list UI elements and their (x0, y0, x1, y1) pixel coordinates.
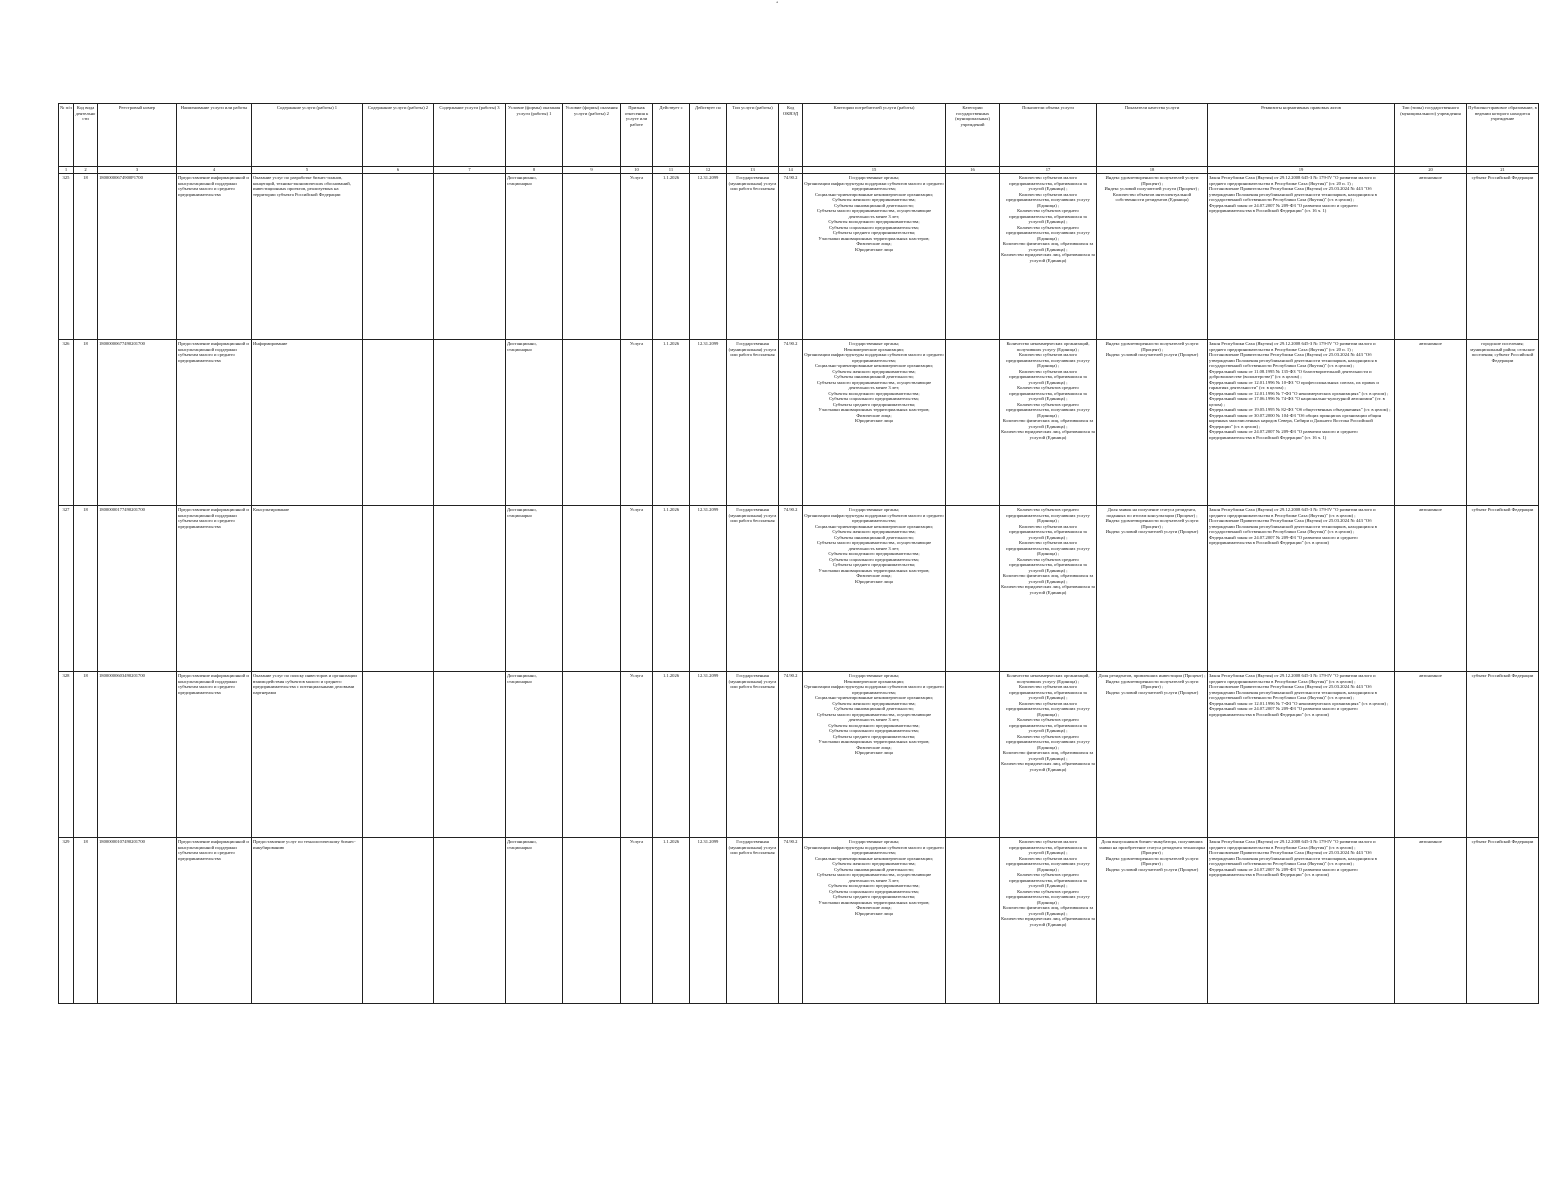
public-entity-cell: субъект Российской Федерации (1467, 506, 1539, 672)
column-header: Публично-правовое образование, в ведении которого находится учреждение (1467, 104, 1539, 167)
column-number: 14 (779, 167, 803, 174)
service-type-cell: Государственная (муниципальная) услуга или работа бесплатная (727, 838, 779, 1004)
activity-code-cell: 18 (74, 838, 98, 1004)
volume-indicators-cell: Количество некоммерческих организаций, получивших услугу (Единица) ; Количество субъектов малого предпринимательства, получивших услугу (Единица) ; Количество субъектов малого предпринимательства, обратившихся за услугой (Единица) ; Количество субъектов среднего предпринимательства, обратившихся за услугой (Единица) ; Количество субъектов среднего предпринимательства, получивших услугу (Единица) ; Количество физических лиц, обратившихся за услугой (Единица) ; Количество юридических лиц, обратившихся за услугой (Единица) (1000, 340, 1097, 506)
valid-to-cell: 12.31.2099 (690, 838, 727, 1004)
service-content-2-cell (363, 672, 434, 838)
row-number-cell: 327 (59, 506, 74, 672)
row-number-cell: 325 (59, 174, 74, 340)
registry-number-cell: 18000000107490201700 (98, 838, 177, 1004)
row-number-cell: 329 (59, 838, 74, 1004)
institution-type-cell: автономное (1395, 672, 1467, 838)
volume-indicators-cell: Количество субъектов малого предпринимательства, обратившихся за услугой (Единица) ; Количество субъектов малого предпринимательства, получивших услугу (Единица) ; Количество субъектов среднего предпринимательства, обратившихся за услугой (Единица) ; Количество субъектов среднего предпринимательства, получивших услугу (Единица) ; Количество физических лиц, обратившихся за услугой (Единица) ; Количество юридических лиц, обратившихся за услугой (Единица) (1000, 174, 1097, 340)
column-header: № п/п (59, 104, 74, 167)
registry-number-cell: 18000000677490201700 (98, 340, 177, 506)
column-number: 1 (59, 167, 74, 174)
column-number: 7 (434, 167, 506, 174)
consumer-categories-cell: Государственные органы; Некоммерческие организации; Организации инфраструктуры поддержки субъектов малого и среднего предпринимательства; Социально-ориентированные некоммерческие организации; Субъекты женского предпринимательства; Субъекты инновационной деятельности; Субъекты малого предпринимательства, осуществляющие деятельность менее 3 лет; Субъекты молодежного предпринимательства; Субъекты социального предпринимательства; Субъекты среднего предпринимательства; Участники инновационных территориальных кластеров; Физические лица; Юридические лица (803, 672, 946, 838)
service-content-1-cell: Оказание услуг по поиску инвесторов и организации взаимодействия субъектов малого и среднего предпринимательства с потенциальными деловыми партнерами (252, 672, 363, 838)
service-content-1-cell: Предоставление услуг по технологическому бизнес-инкубированию (252, 838, 363, 1004)
consumer-categories-cell: Государственные органы; Организации инфраструктуры поддержки субъектов малого и среднего предпринимательства; Социально-ориентированные некоммерческие организации; Субъекты женского предпринимательства; Субъекты инновационной деятельности; Субъекты малого предпринимательства, осуществляющие деятельность менее 3 лет; Субъекты молодежного предпринимательства; Субъекты социального предпринимательства; Субъекты среднего предпринимательства; Участники инновационных территориальных кластеров; Физические лица; Юридические лица (803, 506, 946, 672)
column-number: 18 (1097, 167, 1208, 174)
institution-type-cell: автономное (1395, 506, 1467, 672)
valid-to-cell: 12.31.2099 (690, 174, 727, 340)
okved-code-cell: 74.90.2 (779, 174, 803, 340)
service-name-cell: Предоставление информационной и консультационной поддержки субъектам малого и среднего предпринимательства (177, 506, 252, 672)
legal-acts-cell: Закон Республики Саха (Якутия) от 29.12.2008 645-З № 179-IV "О развитии малого и среднего предпринимательства в Республике Саха (Якутия)" (ст. в целом) ; Постановление Правительства Республики Саха (Якутия) от 25.03.2024 № 443 "Об утверждении Положения республиканской деятельности технопарков, находящихся в государственной собственности Республики Саха (Якутия)" (ст. в целом) ; Федеральный закон от 24.07.2007 № 209-ФЗ "О развитии малого и среднего предпринимательства в Российской Федерации" (ст. в целом) (1208, 506, 1395, 672)
quality-indicators-cell: Индекс удовлетворенности получателей услуги (Процент) ; Индекс условий получателей услуги (Процент) (1097, 340, 1208, 506)
column-header: Тип (типы) государственного (муниципального) учреждения (1395, 104, 1467, 167)
column-header: Реестровый номер (98, 104, 177, 167)
quality-indicators-cell: Доля резидентов, привлекших инвестиции (Процент) ; Индекс удовлетворенности получателей услуги (Процент) ; Индекс условий получателей услуги (Процент) (1097, 672, 1208, 838)
column-number: 9 (563, 167, 621, 174)
volume-indicators-cell: Количество субъектов малого предпринимательства, обратившихся за услугой (Единица) ; Количество субъектов малого предпринимательства, получивших услугу (Единица) ; Количество субъектов среднего предпринимательства, обратившихся за услугой (Единица) ; Количество субъектов среднего предпринимательства, получивших услугу (Единица) ; Количество физических лиц, обратившихся за услугой (Единица) ; Количество юридических лиц, обратившихся за услугой (Единица) (1000, 838, 1097, 1004)
column-number: 19 (1208, 167, 1395, 174)
service-sign-cell: Услуга (621, 672, 653, 838)
service-content-1-cell: Консультирование (252, 506, 363, 672)
column-number: 10 (621, 167, 653, 174)
legal-acts-cell: Закон Республики Саха (Якутия) от 29.12.2008 645-З № 179-IV "О развитии малого и среднего предпринимательства в Республике Саха (Якутия)" (ст. в целом) ; Постановление Правительства Республики Саха (Якутия) от 25.03.2024 № 443 "Об утверждении Положения республиканской деятельности технопарков, находящихся в государственной собственности Республики Саха (Якутия)" (ст. в целом) ; Федеральный закон от 24.07.2007 № 209-ФЗ "О развитии малого и среднего предпринимательства в Российской Федерации" (ст. в целом) (1208, 838, 1395, 1004)
row-number-cell: 328 (59, 672, 74, 838)
service-form-1-cell: Дистанционно, стационарно (506, 506, 563, 672)
institution-type-cell: автономное (1395, 174, 1467, 340)
volume-indicators-cell: Количество субъектов среднего предпринимательства, получивших услугу (Единица) ; Количество субъектов малого предпринимательства, обратившихся за услугой (Единица) ; Количество субъектов малого предпринимательства, получивших услугу (Единица) ; Количество субъектов среднего предпринимательства, обратившихся за услугой (Единица) ; Количество физических лиц, обратившихся за услугой (Единица) ; Количество юридических лиц, обратившихся за услугой (Единица) (1000, 506, 1097, 672)
institution-categories-cell (946, 506, 1000, 672)
service-name-cell: Предоставление информационной и консультационной поддержки субъектам малого и среднего предпринимательства (177, 340, 252, 506)
column-header: Содержание услуги (работы) 1 (252, 104, 363, 167)
column-number: 11 (653, 167, 690, 174)
consumer-categories-cell: Государственные органы; Организации инфраструктуры поддержки субъектов малого и среднего предпринимательства; Социально-ориентированные некоммерческие организации; Субъекты женского предпринимательства; Субъекты инновационной деятельности; Субъекты малого предпринимательства, осуществляющие деятельность менее 3 лет; Субъекты молодежного предпринимательства; Субъекты социального предпринимательства; Субъекты среднего предпринимательства; Участники инновационных территориальных кластеров; Физические лица; Юридические лица (803, 174, 946, 340)
public-entity-cell: субъект Российской Федерации (1467, 672, 1539, 838)
service-content-3-cell (434, 838, 506, 1004)
service-sign-cell: Услуга (621, 506, 653, 672)
column-header: Содержание услуги (работы) 2 (363, 104, 434, 167)
institution-categories-cell (946, 340, 1000, 506)
legal-acts-cell: Закон Республики Саха (Якутия) от 29.12.2008 645-З № 179-IV "О развитии малого и среднего предпринимательства в Республике Саха (Якутия)" (ст. 20 п. 1) ; Постановление Правительства Республики Саха (Якутия) от 25.03.2024 № 443 "Об утверждении Положения республиканской деятельности технопарков, находящихся в государственной собственности Республики Саха (Якутия)" (ст. в целом) ; Федеральный закон от 24.07.2007 № 209-ФЗ "О развитии малого и среднего предпринимательства в Российской Федерации" (ст. 16 ч. 1) (1208, 174, 1395, 340)
activity-code-cell: 18 (74, 672, 98, 838)
okved-code-cell: 74.90.2 (779, 340, 803, 506)
institution-categories-cell (946, 174, 1000, 340)
okved-code-cell: 74.90.2 (779, 672, 803, 838)
institution-categories-cell (946, 672, 1000, 838)
column-number: 16 (946, 167, 1000, 174)
service-content-1-cell: Информирование (252, 340, 363, 506)
column-header: Наименование услуги или работы (177, 104, 252, 167)
legal-acts-cell: Закон Республики Саха (Якутия) от 29.12.2008 645-З № 179-IV "О развитии малого и среднего предпринимательства в Республике Саха (Якутия)" (ст. 20 п. 1) ; Постановление Правительства Республики Саха (Якутия) от 25.03.2024 № 443 "Об утверждении Положения республиканской деятельности технопарков, находящихся в государственной собственности Республики Саха (Якутия)" (ст. в целом) ; Федеральный закон от 11.08.1995 № 135-ФЗ "О благотворительной деятельности и добровольчестве (волонтерстве)" (ст. в целом) ; Федеральный закон от 12.01.1996 № 10-ФЗ "О профессиональных союзах, их правах и гарантиях деятельности" (ст. в целом) ; Федеральный закон от 12.01.1996 № 7-ФЗ "О некоммерческих организациях" (ст. в целом) ; Федеральный закон от 17.06.1996 № 74-ФЗ "О национально-культурной автономии" (ст. в целом) ; Федеральный закон от 19.05.1995 № 82-ФЗ "Об общественных объединениях" (ст. в целом) ; Федеральный закон от 30.07.2000 № 104-ФЗ "Об общих принципах организации общин коренных малочисленных народов Севера, Сибири и Дальнего Востока Российской Федерации" (ст. в целом) ; Федеральный закон от 24.07.2007 № 209-ФЗ "О развитии малого и среднего предпринимательства в Российской Федерации" (ст. 16 ч. 1) (1208, 340, 1395, 506)
column-number: 12 (690, 167, 727, 174)
column-header: Действует с (653, 104, 690, 167)
service-form-2-cell (563, 672, 621, 838)
valid-from-cell: 1.1.2026 (653, 174, 690, 340)
public-entity-cell: субъект Российской Федерации (1467, 838, 1539, 1004)
column-header: Условие (формы) оказания услуги (работы) 1 (506, 104, 563, 167)
column-header: Код вида деятельности (74, 104, 98, 167)
column-header: Действует по (690, 104, 727, 167)
service-form-2-cell (563, 340, 621, 506)
column-number: 4 (177, 167, 252, 174)
registry-number-cell: 18000000603490201700 (98, 672, 177, 838)
service-type-cell: Государственная (муниципальная) услуга или работа бесплатная (727, 340, 779, 506)
quality-indicators-cell: Доля выпускников бизнес-инкубатора, получивших заявки на приобретение статуса резидента технопарка (Процент) ; Индекс удовлетворенности получателей услуги (Процент) ; Индекс условий получателей услуги (Процент) (1097, 838, 1208, 1004)
column-number: 6 (363, 167, 434, 174)
valid-to-cell: 12.31.2099 (690, 340, 727, 506)
service-content-2-cell (363, 838, 434, 1004)
service-content-3-cell (434, 340, 506, 506)
services-registry-table (58, 103, 1539, 1004)
legal-acts-cell: Закон Республики Саха (Якутия) от 29.12.2008 645-З № 179-IV "О развитии малого и среднего предпринимательства в Республике Саха (Якутия)" (ст. в целом) ; Постановление Правительства Республики Саха (Якутия) от 25.03.2024 № 443 "Об утверждении Положения республиканской деятельности технопарков, находящихся в государственной собственности Республики Саха (Якутия)" (ст. в целом) ; Федеральный закон от 12.01.1996 № 7-ФЗ "О некоммерческих организациях" (ст. в целом) ; Федеральный закон от 24.07.2007 № 209-ФЗ "О развитии малого и среднего предпринимательства в Российской Федерации" (ст. в целом) (1208, 672, 1395, 838)
service-sign-cell: Услуга (621, 838, 653, 1004)
service-content-1-cell: Оказание услуг по разработке бизнес-планов, концепций, технико-экономических обоснований, инвестиционных проектов, реализуемых на территории субъекта Российской Федерации (252, 174, 363, 340)
column-number: 17 (1000, 167, 1097, 174)
consumer-categories-cell: Государственные органы; Некоммерческие организации; Организации инфраструктуры поддержки субъектов малого и среднего предпринимательства; Социально-ориентированные некоммерческие организации; Субъекты женского предпринимательства; Субъекты инновационной деятельности; Субъекты малого предпринимательства, осуществляющие деятельность менее 3 лет; Субъекты молодежного предпринимательства; Субъекты социального предпринимательства; Субъекты среднего предпринимательства; Участники инновационных территориальных кластеров; Физические лица; Юридические лица (803, 340, 946, 506)
service-content-2-cell (363, 506, 434, 672)
column-header: Показатели объема услуги (1000, 104, 1097, 167)
table-row (59, 672, 1539, 838)
institution-type-cell: автономное (1395, 340, 1467, 506)
registry-number-cell: 18000000177490201700 (98, 506, 177, 672)
valid-to-cell: 12.31.2099 (690, 672, 727, 838)
okved-code-cell: 74.90.2 (779, 506, 803, 672)
quality-indicators-cell: Индекс удовлетворенности получателей услуги (Процент) ; Индекс условий получателей услуги (Процент) ; Количество объектов интеллектуальной собственности резидентов (Единица) (1097, 174, 1208, 340)
service-form-1-cell: Дистанционно, стационарно (506, 340, 563, 506)
column-number: 13 (727, 167, 779, 174)
service-name-cell: Предоставление информационной и консультационной поддержки субъектам малого и среднего предпринимательства (177, 174, 252, 340)
service-name-cell: Предоставление информационной и консультационной поддержки субъектам малого и среднего предпринимательства (177, 672, 252, 838)
public-entity-cell: городские поселения; муниципальный район; сельские поселения; субъект Российской Федерации (1467, 340, 1539, 506)
column-header: Условие (формы) оказания услуги (работы) 2 (563, 104, 621, 167)
service-form-2-cell (563, 506, 621, 672)
service-content-3-cell (434, 174, 506, 340)
activity-code-cell: 18 (74, 174, 98, 340)
valid-from-cell: 1.1.2026 (653, 838, 690, 1004)
row-number-cell: 326 (59, 340, 74, 506)
column-number: 20 (1395, 167, 1467, 174)
header-row (59, 104, 1539, 167)
column-header: Показатели качества услуги (1097, 104, 1208, 167)
activity-code-cell: 18 (74, 506, 98, 672)
column-number: 5 (252, 167, 363, 174)
column-header: Категории государственных (муниципальных) учреждений (946, 104, 1000, 167)
service-sign-cell: Услуга (621, 340, 653, 506)
column-number: 8 (506, 167, 563, 174)
valid-to-cell: 12.31.2099 (690, 506, 727, 672)
table-row (59, 838, 1539, 1004)
service-type-cell: Государственная (муниципальная) услуга или работа бесплатная (727, 672, 779, 838)
valid-from-cell: 1.1.2026 (653, 506, 690, 672)
okved-code-cell: 74.90.2 (779, 838, 803, 1004)
service-form-2-cell (563, 838, 621, 1004)
activity-code-cell: 18 (74, 340, 98, 506)
service-content-3-cell (434, 506, 506, 672)
valid-from-cell: 1.1.2026 (653, 672, 690, 838)
table-row (59, 506, 1539, 672)
public-entity-cell: субъект Российской Федерации (1467, 174, 1539, 340)
page-mark: ‘ (776, 0, 779, 8)
registry-number-cell: 18000000674900P1700 (98, 174, 177, 340)
service-name-cell: Предоставление информационной и консультационной поддержки субъектам малого и среднего предпринимательства (177, 838, 252, 1004)
service-form-2-cell (563, 174, 621, 340)
valid-from-cell: 1.1.2026 (653, 340, 690, 506)
table-row (59, 174, 1539, 340)
service-form-1-cell: Дистанционно, стационарно (506, 672, 563, 838)
column-header: Признак отнесения к услуге или работе (621, 104, 653, 167)
institution-type-cell: автономное (1395, 838, 1467, 1004)
service-type-cell: Государственная (муниципальная) услуга или работа бесплатная (727, 174, 779, 340)
column-number: 21 (1467, 167, 1539, 174)
column-header: Содержание услуги (работы) 3 (434, 104, 506, 167)
volume-indicators-cell: Количество некоммерческих организаций, получивших услугу (Единица) ; Количество субъектов малого предпринимательства, обратившихся за услугой (Единица) ; Количество субъектов малого предпринимательства, получивших услугу (Единица) ; Количество субъектов среднего предпринимательства, обратившихся за услугой (Единица) ; Количество субъектов среднего предпринимательства, получивших услугу (Единица) ; Количество физических лиц, обратившихся за услугой (Единица) ; Количество юридических лиц, обратившихся за услугой (Единица) (1000, 672, 1097, 838)
column-header: Тип услуги (работы) (727, 104, 779, 167)
service-form-1-cell: Дистанционно, стационарно (506, 838, 563, 1004)
service-sign-cell: Услуга (621, 174, 653, 340)
consumer-categories-cell: Государственные органы; Организации инфраструктуры поддержки субъектов малого и среднего предпринимательства; Социально-ориентированные некоммерческие организации; Субъекты женского предпринимательства; Субъекты инновационной деятельности; Субъекты малого предпринимательства, осуществляющие деятельность менее 3 лет; Субъекты молодежного предпринимательства; Субъекты социального предпринимательства; Субъекты среднего предпринимательства; Участники инновационных территориальных кластеров; Физические лица; Юридические лица (803, 838, 946, 1004)
column-header: Реквизиты нормативных правовых актов (1208, 104, 1395, 167)
column-number-row (59, 167, 1539, 174)
table-body (59, 174, 1539, 1004)
column-number: 3 (98, 167, 177, 174)
institution-categories-cell (946, 838, 1000, 1004)
table-row (59, 340, 1539, 506)
service-content-2-cell (363, 174, 434, 340)
service-type-cell: Государственная (муниципальная) услуга или работа бесплатная (727, 506, 779, 672)
quality-indicators-cell: Доля заявок на получение статуса резидента, поданных по итогам консультации (Процент) ; Индекс удовлетворенности получателей услуги (Процент) ; Индекс условий получателей услуги (Процент) (1097, 506, 1208, 672)
service-content-3-cell (434, 672, 506, 838)
service-content-2-cell (363, 340, 434, 506)
column-number: 15 (803, 167, 946, 174)
column-header: Код ОКВЭД (779, 104, 803, 167)
service-form-1-cell: Дистанционно, стационарно (506, 174, 563, 340)
column-number: 2 (74, 167, 98, 174)
column-header: Категории потребителей услуги (работы) (803, 104, 946, 167)
